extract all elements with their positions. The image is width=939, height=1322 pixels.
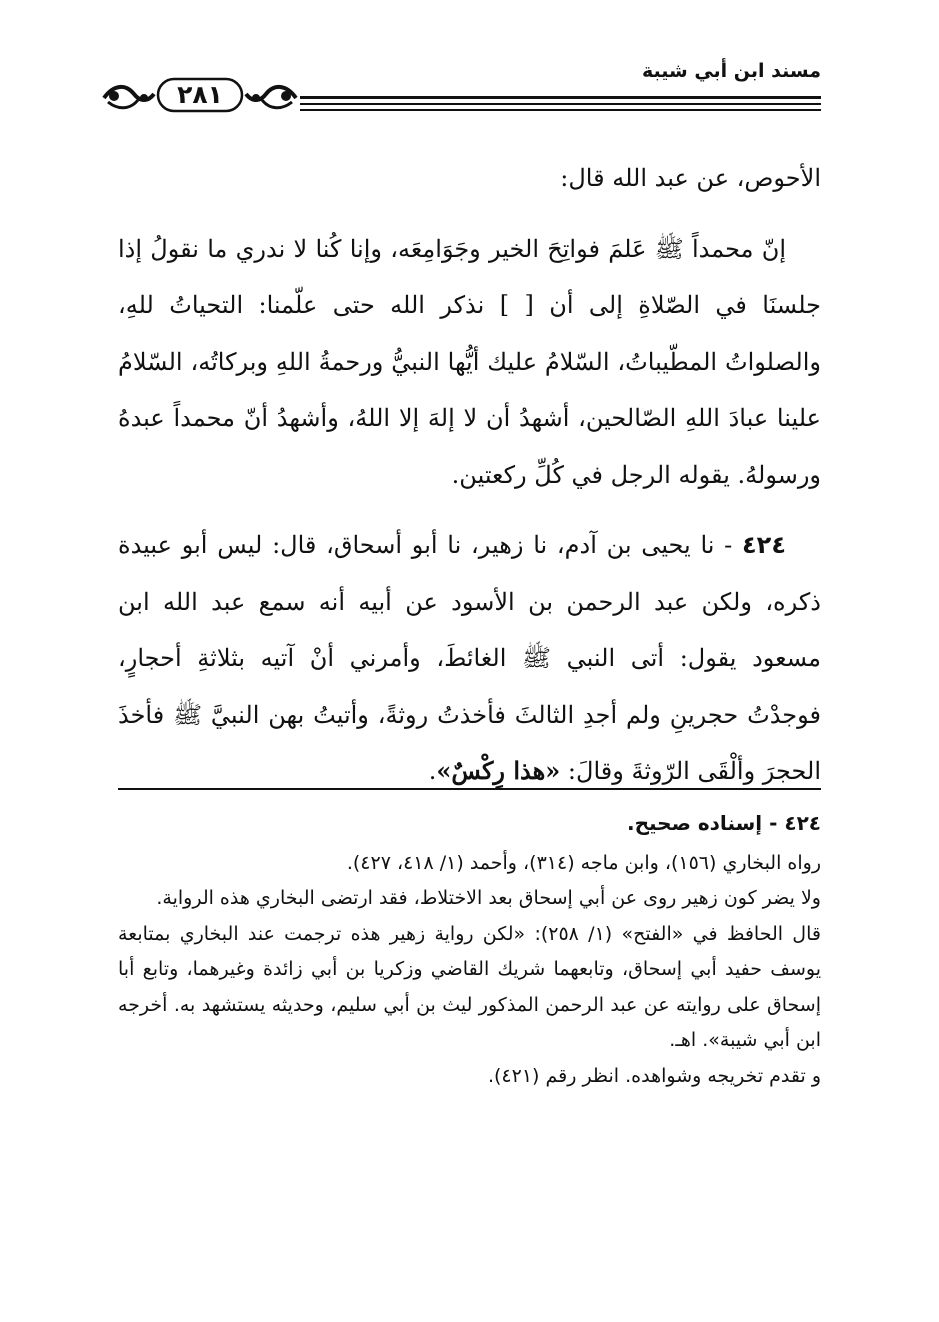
hadith-end: .: [428, 757, 437, 785]
footnote-title-text: - إسناده صحيح.: [626, 811, 778, 835]
footnote-number: ٤٢٤: [784, 811, 821, 835]
hadith-number: ٤٢٤: [742, 531, 786, 559]
page-number: ٢٨١: [177, 80, 223, 109]
paragraph-continuation: الأحوص، عن عبد الله قال:: [560, 164, 821, 192]
book-title: مسند ابن أبي شيبة: [641, 60, 821, 82]
footnote-separator: [118, 788, 821, 790]
hadith-quote: «هذا رِكْسٌ»: [436, 756, 561, 785]
footnote-title: [118, 806, 821, 842]
paragraph-hadith-text: إنّ محمداً ﷺ عَلمَ فواتِحَ الخير وجَوَامِعَه، وإنا كُنا لا ندري ما نقولُ إذا جلسنَا في الصّلاةِ إلى أن [ ] نذكر الله حتى علّمنا: التحياتُ للهِ، والصلواتُ المطّيباتُ، السّلامُ عليك أيُّها النبيُّ ورحمةُ اللهِ وبركاتُه، السّلامُ علينا عبادَ اللهِ الصّالحين، أشهدُ أن لا إلهَ إلا اللهُ، وأشهدُ أنّ محمداً عبدهُ ورسولهُ. يقوله الرجل في كُلِّ ركعتين.: [118, 234, 821, 489]
footnotes: [118, 806, 821, 1094]
header-rules: [300, 96, 821, 115]
footnote-line: رواه البخاري (١٥٦)، وابن ماجه (٣١٤)، وأحمد (١/ ٤١٨، ٤٢٧).: [346, 851, 821, 874]
header-rule-line: [300, 109, 821, 111]
main-text: [118, 150, 821, 800]
footnote-line: و تقدم تخريجه وشواهده. انظر رقم (٤٢١).: [487, 1064, 821, 1087]
paragraph-hadith-424: [118, 517, 821, 800]
page-number-ornament: [100, 76, 300, 116]
footnote-line: ولا يضر كون زهير روى عن أبي إسحاق بعد الاختلاط، فقد ارتضى البخاري هذه الرواية.: [156, 887, 821, 909]
footnote-line: قال الحافظ في «الفتح» (١/ ٢٥٨): «لكن رواية زهير هذه ترجمت عند البخاري بمتابعة يوسف حفيد أبي إسحاق، وتابعهما شريك القاضي وزكريا بن أبي زائدة وغيرهما، وتابع أبا إسحاق على روايته عن عبد الرحمن المذكور ليث بن أبي سليم، وحديثه يستشهد به. أخرجه ابن أبي شيبة». اهـ.: [118, 922, 821, 1051]
page-header: [100, 58, 821, 118]
hadith-text: - نا يحيى بن آدم، نا زهير، نا أبو أسحاق، قال: ليس أبو عبيدة ذكره، ولكن عبد الرحمن بن الأسود عن أبيه أنه سمع عبد الله ابن مسعود يقول: أتى النبي ﷺ الغائطَ، وأمرني أنْ آتيه بثلاثةِ أحجارٍ، فوجدْتُ حجرينِ ولم أجدِ الثالثَ فأخذتُ روثةً، وأتيتُ بهن النبيَّ ﷺ فأخذَ الحجرَ وألْقَى الرّوثةَ وقالَ:: [118, 531, 821, 785]
header-rule-line: [300, 96, 821, 99]
header-rule-line: [300, 103, 821, 105]
